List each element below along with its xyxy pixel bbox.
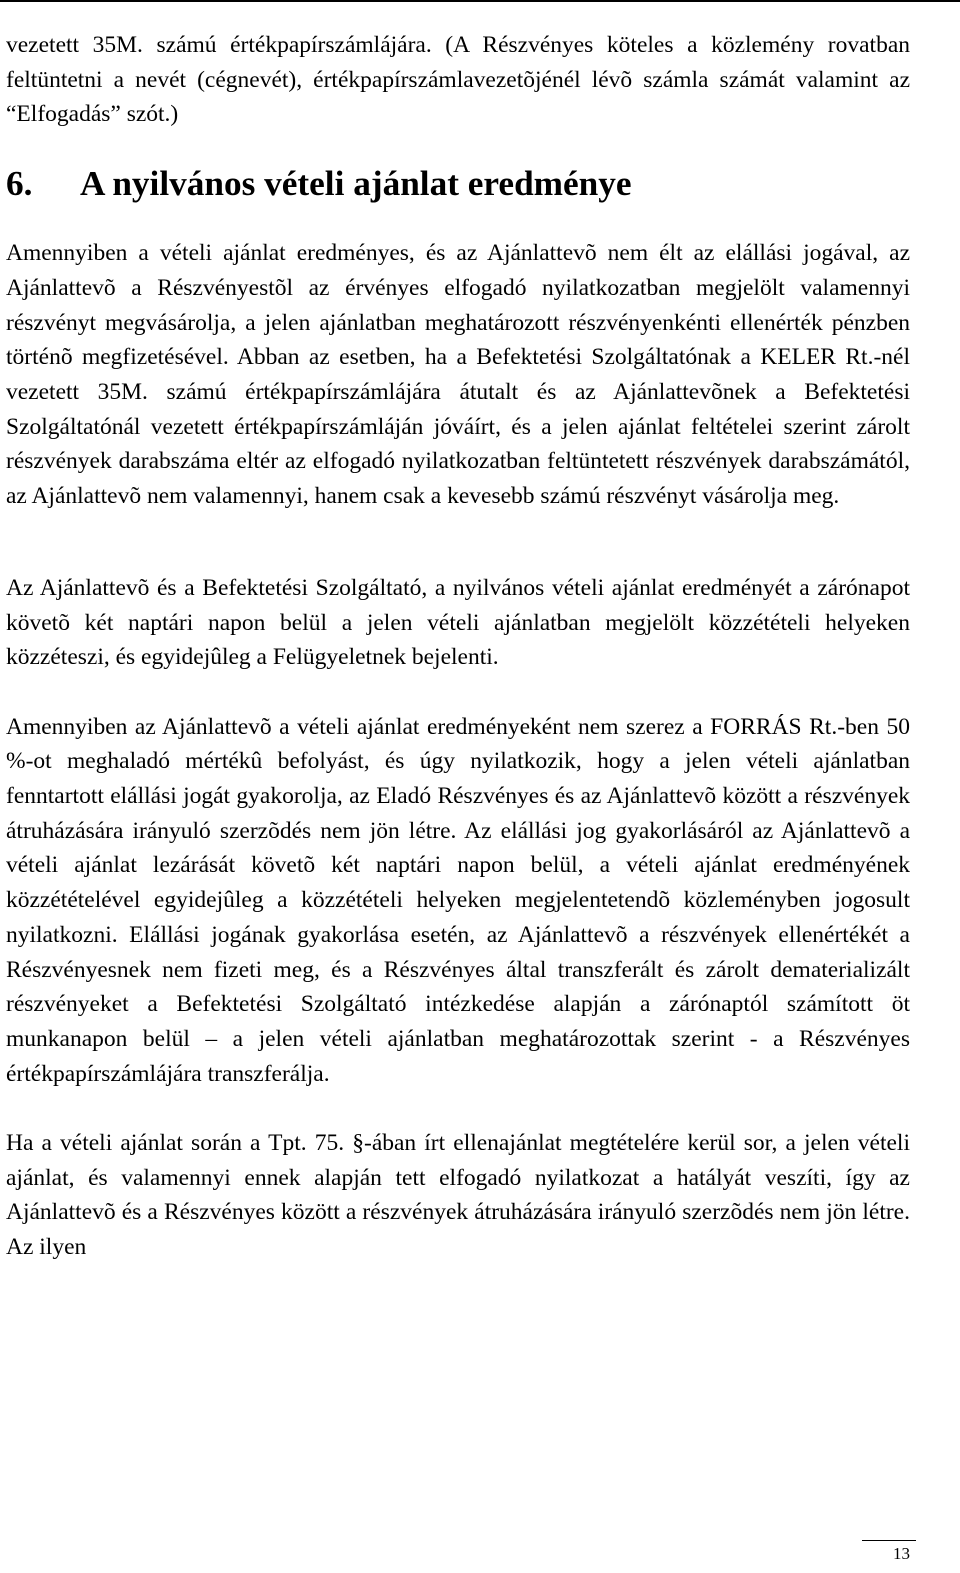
section-heading bbox=[6, 163, 910, 203]
intro-paragraph: vezetett 35M. számú értékpapírszámlájára. (A Részvényes köteles a közlemény rovatban feltüntetni a nevét (cégnevét), értékpapírszámlavezetõjénél lévõ számla számát valamint az “Elfogadás” szót.) bbox=[6, 32, 910, 128]
page-number-rule bbox=[862, 1540, 916, 1541]
spacer bbox=[6, 132, 910, 167]
spacer bbox=[6, 675, 910, 710]
top-rule bbox=[0, 0, 960, 2]
paragraph-withdrawal: Amennyiben az Ajánlattevõ a vételi ajánlat eredményeként nem szerez a FORRÁS Rt.-ben 50 %-ot meghaladó mértékû befolyást, és úgy nyilatkozik, hogy a jelen vételi ajánlatban fenntartott elállási jogát gyakorolja, az Eladó Részvényes és az Ajánlattevõ között a részvények átruházására irányuló szerzõdés nem jön létre. Az elállási jog gyakorlásáról az Ajánlattevõ a vételi ajánlat lezárását követõ két naptári napon belül, a vételi ajánlat eredményének közzétételével egyidejûleg a közzétételi helyeken megjelentetendõ közleményben jogosult nyilatkozni. Elállási jogának gyakorlása esetén, az Ajánlattevõ a részvények ellenértékét a Részvényesnek nem fizeti meg, és a Részvényes által transzferált és zárolt dematerializált részvényeket a Befektetési Szolgáltató intézkedése alapján a zárónaptól számított öt munkanapon belül – a jelen vételi ajánlatban meghatározottak szerint - a Részvényes értékpapírszámlájára transzferálja. bbox=[6, 713, 910, 1087]
spacer bbox=[6, 1091, 910, 1126]
spacer bbox=[6, 514, 910, 571]
paragraph-counteroffer: Ha a vételi ajánlat során a Tpt. 75. §-ában írt ellenajánlat megtételére kerül sor, a jelen vételi ajánlat, és valamennyi ennek alapján tett elfogadó nyilatkozat a hatályát veszíti, így az Ajánlattevõ és a Részvényes között a részvények átruházására irányuló szerzõdés nem jön létre. Az ilyen bbox=[6, 1130, 910, 1261]
section-number: 6. bbox=[6, 163, 33, 203]
document-body bbox=[6, 28, 910, 1265]
paragraph-publication: Az Ajánlattevõ és a Befektetési Szolgáltató, a nyilvános vételi ajánlat eredményét a zárónapot követõ két naptári napon belül a jelen vételi ajánlatban megjelölt közzétételi helyeken közzéteszi, és egyidejûleg a Felügyeletnek bejelenti. bbox=[6, 574, 910, 671]
section-title: A nyilvános vételi ajánlat eredménye bbox=[80, 163, 632, 203]
paragraph-result: Amennyiben a vételi ajánlat eredményes, és az Ajánlattevõ nem élt az elállási jogával, az Ajánlattevõ a Részvényestõl az érvényes elfogadó nyilatkozatban megjelölt valamennyi részvényt megvásárolja, a jelen ajánlatban meghatározott részvényenkénti ellenérték pénzben történõ megfizetésével. Abban az esetben, ha a Befektetési Szolgáltatónak a KELER Rt.-nél vezetett 35M. számú értékpapírszámlájára átutalt és az Ajánlattevõnek a Befektetési Szolgáltatónál vezetett értékpapírszámláján jóváírt, és a jelen ajánlat feltételei szerint zárolt részvények darabszáma eltér az elfogadó nyilatkozatban feltüntetett részvények darabszámától, az Ajánlattevõ nem valamennyi, hanem csak a kevesebb számú részvényt vásárolja meg. bbox=[6, 240, 910, 510]
page-number: 13 bbox=[893, 1544, 910, 1563]
spacer bbox=[6, 202, 910, 237]
